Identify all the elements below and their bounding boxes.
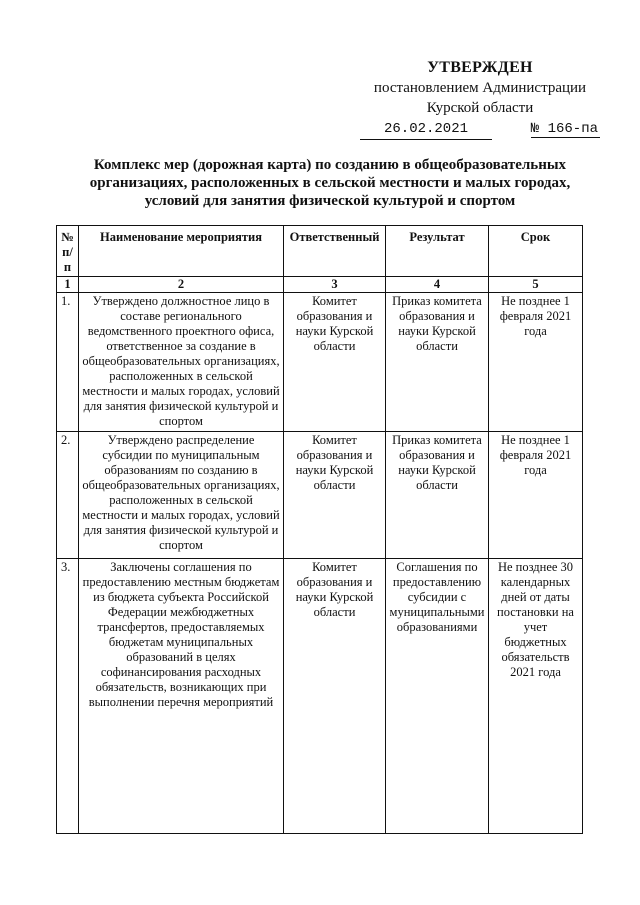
header-result: Результат bbox=[386, 226, 489, 277]
row-result: Приказ комитета образования и науки Курской области bbox=[386, 293, 489, 432]
table-row bbox=[57, 293, 583, 432]
column-index: 3 bbox=[284, 277, 386, 293]
row-name: Заключены соглашения по предоставлению местным бюджетам из бюджета субъекта Российской Федерации межбюджетных трансфертов, предоставляемых бюджетам муниципальных образований в целях софинансирования расходных обязательств, возникающих при выполнении перечня мероприятий bbox=[79, 559, 284, 834]
roadmap-table bbox=[56, 225, 583, 834]
approval-date-line bbox=[360, 119, 600, 140]
header-term: Срок bbox=[489, 226, 583, 277]
header-num: № п/п bbox=[57, 226, 79, 277]
approval-number bbox=[531, 119, 600, 139]
row-result: Приказ комитета образования и науки Курской области bbox=[386, 432, 489, 559]
row-term: Не позднее 1 февраля 2021 года bbox=[489, 432, 583, 559]
row-responsible: Комитет образования и науки Курской области bbox=[284, 432, 386, 559]
column-index: 5 bbox=[489, 277, 583, 293]
column-index: 4 bbox=[386, 277, 489, 293]
row-num: 2. bbox=[57, 432, 79, 559]
approval-stamp bbox=[360, 58, 600, 140]
approval-date: 26.02.2021 bbox=[360, 119, 492, 140]
row-responsible: Комитет образования и науки Курской области bbox=[284, 293, 386, 432]
row-num: 3. bbox=[57, 559, 79, 834]
approval-line-2: Курской области bbox=[426, 100, 534, 116]
column-index: 1 bbox=[57, 277, 79, 293]
row-responsible: Комитет образования и науки Курской области bbox=[284, 559, 386, 834]
header-responsible: Ответственный bbox=[284, 226, 386, 277]
document-title: Комплекс мер (дорожная карта) по созданию в общеобразовательных организациях, расположенных в сельской местности и малых городах, условий для занятия физической культурой и спортом bbox=[89, 157, 571, 209]
approval-number-text: № 166-па bbox=[530, 121, 598, 137]
row-name: Утверждено должностное лицо в составе регионального ведомственного проектного офиса, ответственное за создание в общеобразовательных организациях, расположенных в сельской местности и малых городах, условий для занятия физической культурой и спортом bbox=[79, 293, 284, 432]
approval-title: УТВЕРЖДЕН bbox=[427, 59, 533, 76]
row-term: Не позднее 1 февраля 2021 года bbox=[489, 293, 583, 432]
approval-line-1: постановлением Администрации bbox=[373, 80, 587, 96]
row-name: Утверждено распределение субсидии по муниципальным образованиям по созданию в общеобразовательных организациях, расположенных в сельской местности и малых городах, условий для занятия физической культурой и спортом bbox=[79, 432, 284, 559]
column-index: 2 bbox=[79, 277, 284, 293]
row-result: Соглашения по предоставлению субсидии с муниципальными образованиями bbox=[386, 559, 489, 834]
column-index-row bbox=[57, 277, 583, 293]
row-num: 1. bbox=[57, 293, 79, 432]
table-header-row bbox=[57, 226, 583, 277]
row-term: Не позднее 30 календарных дней от даты постановки на учет бюджетных обязательств 2021 года bbox=[489, 559, 583, 834]
table-row bbox=[57, 432, 583, 559]
header-name: Наименование мероприятия bbox=[79, 226, 284, 277]
table-row bbox=[57, 559, 583, 834]
